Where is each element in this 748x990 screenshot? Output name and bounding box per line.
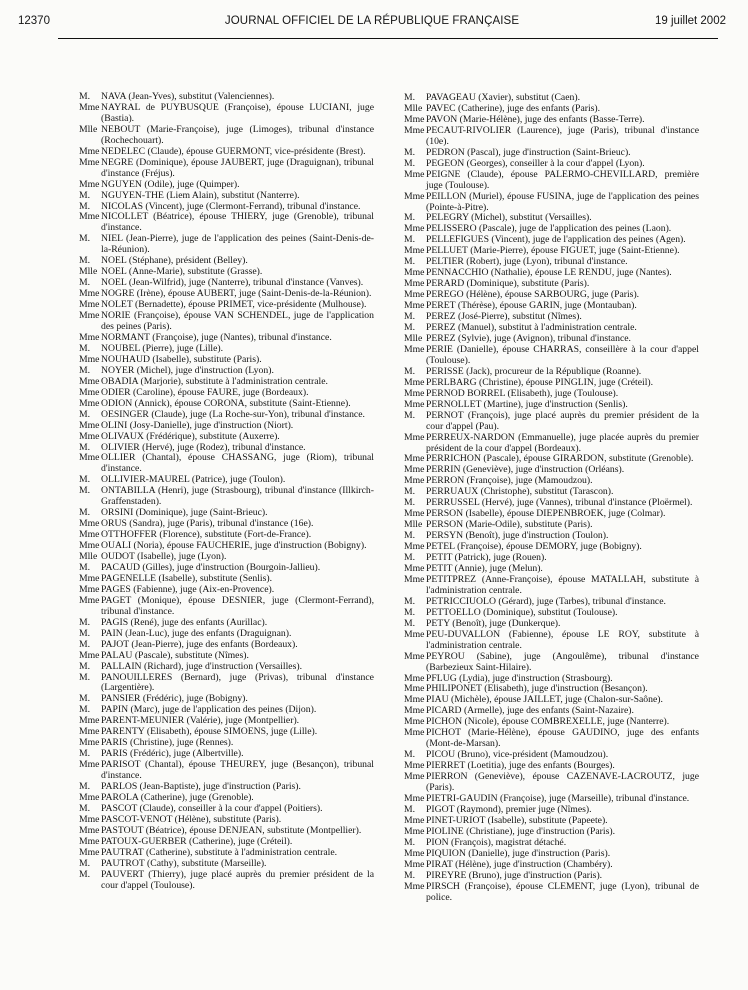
appointment-text: PARLOS (Jean-Baptiste), juge d'instruction (Paris). bbox=[101, 781, 301, 793]
civility-title: Mlle bbox=[404, 519, 423, 531]
civility-title: M. bbox=[404, 869, 416, 881]
civility-title: M. bbox=[79, 364, 91, 376]
appointment-text: OLIVIER (Hervé), juge (Rodez), tribunal d'instance. bbox=[101, 441, 306, 453]
appointment-text: NAVA (Jean-Yves), substitut (Valenciennes). bbox=[101, 91, 275, 102]
appointment-text: PERSON (Isabelle), épouse DIEPENBROEK, juge (Colmar). bbox=[426, 508, 666, 520]
appointment-text: PIERRON (Geneviève), épouse CAZENAVE-LACROUTZ, juge (Paris). bbox=[426, 771, 699, 794]
civility-title: M. bbox=[404, 256, 416, 268]
civility-title: M. bbox=[79, 277, 91, 289]
appointment-text: PAROLA (Catherine), juge (Grenoble). bbox=[101, 792, 254, 803]
civility-title: Mme bbox=[404, 541, 425, 553]
appointment-text: PAUVERT (Thierry), juge placé auprès du premier président de la cour d'appel (Toulouse). bbox=[101, 868, 374, 891]
civility-title: Mme bbox=[79, 452, 100, 464]
appointment-text: ONTABILLA (Henri), juge (Strasbourg), tribunal d'instance (Illkirch-Graffenstaden). bbox=[101, 485, 374, 508]
civility-title: M. bbox=[404, 486, 416, 498]
appointment-text: PEREZ (José-Pierre), substitut (Nîmes). bbox=[426, 311, 582, 323]
appointment-text: PETIT (Patrick), juge (Rouen). bbox=[426, 552, 547, 564]
appointment-text: PICARD (Armelle), juge des enfants (Saint-Nazaire). bbox=[426, 705, 634, 717]
civility-title: Mme bbox=[79, 299, 100, 311]
civility-title: M. bbox=[79, 200, 91, 212]
civility-title: Mme bbox=[79, 288, 100, 300]
civility-title: Mme bbox=[404, 880, 425, 892]
civility-title: Mlle bbox=[79, 123, 98, 135]
civility-title: Mme bbox=[79, 824, 100, 836]
list-item bbox=[404, 575, 699, 597]
civility-title: Mme bbox=[404, 343, 425, 355]
appointment-text: PAGENELLE (Isabelle), substitute (Senlis). bbox=[101, 572, 273, 584]
civility-title: Mme bbox=[404, 727, 425, 739]
appointment-text: PELEGRY (Michel), substitut (Versailles). bbox=[426, 212, 592, 224]
list-item bbox=[404, 882, 699, 904]
appointment-text: NOEL (Anne-Marie), substitute (Grasse). bbox=[101, 266, 263, 278]
civility-title: Mme bbox=[404, 573, 425, 585]
civility-title: Mme bbox=[79, 759, 100, 771]
civility-title: Mlle bbox=[79, 551, 98, 563]
journal-title: JOURNAL OFFICIEL DE LA RÉPUBLIQUE FRANÇAISE bbox=[224, 15, 520, 27]
civility-title: Mme bbox=[79, 649, 100, 661]
appointment-text: PERRUAUX (Christophe), substitut (Tarascon). bbox=[426, 486, 614, 498]
civility-title: M. bbox=[79, 91, 91, 102]
civility-title: M. bbox=[79, 627, 91, 639]
civility-title: Mme bbox=[404, 453, 425, 465]
civility-title: Mme bbox=[404, 190, 425, 202]
appointment-text: PAVAGEAU (Xavier), substitut (Caen). bbox=[426, 92, 581, 103]
civility-title: Mme bbox=[79, 430, 100, 442]
civility-title: M. bbox=[404, 212, 416, 224]
appointment-text: ODIER (Caroline), épouse FAURE, juge (Bordeaux). bbox=[101, 386, 309, 398]
appointment-text: PEDRON (Pascal), juge d'instruction (Saint-Brieuc). bbox=[426, 146, 631, 158]
list-item bbox=[404, 433, 699, 455]
list-item bbox=[79, 212, 374, 234]
civility-title: M. bbox=[404, 803, 416, 815]
appointment-text: NGUYEN-THE (Liem Alain), substitut (Nanterre). bbox=[101, 189, 300, 201]
publication-date: 19 juillet 2002 bbox=[655, 15, 726, 27]
appointment-text: PEREZ (Sylvie), juge (Avignon), tribunal d'instance. bbox=[426, 332, 631, 344]
appointment-text: PERRIN (Geneviève), juge d'instruction (Orléans). bbox=[426, 464, 625, 476]
page-number: 12370 bbox=[18, 15, 50, 27]
civility-title: Mme bbox=[404, 113, 425, 125]
appointment-text: PASTOUT (Béatrice), épouse DENJEAN, substitute (Montpellier). bbox=[101, 824, 362, 836]
civility-title: Mme bbox=[404, 650, 425, 662]
appointment-text: PETEL (Françoise), épouse DEMORY, juge (Bobigny). bbox=[426, 541, 642, 553]
civility-title: M. bbox=[79, 748, 91, 760]
civility-title: Mlle bbox=[79, 266, 98, 278]
list-item bbox=[404, 126, 699, 148]
appointment-text: PETTOELLO (Dominique), substitut (Toulouse). bbox=[426, 606, 618, 618]
civility-title: Mme bbox=[404, 398, 425, 410]
civility-title: Mme bbox=[404, 760, 425, 772]
appointment-text: NICOLAS (Vincent), juge (Clermont-Ferrand), tribunal d'instance. bbox=[101, 200, 361, 212]
appointment-text: PETITPREZ (Anne-Françoise), épouse MATALLAH, substitute à l'administration centrale. bbox=[426, 573, 699, 596]
appointment-text: NGUYEN (Odile), juge (Quimper). bbox=[101, 178, 240, 190]
appointment-text: PIETRI-GAUDIN (Françoise), juge (Marseille), tribunal d'instance. bbox=[426, 793, 690, 804]
appointment-text: PEREGO (Hélène), épouse SARBOURG, juge (Paris). bbox=[426, 289, 640, 301]
civility-title: Mme bbox=[404, 475, 425, 487]
civility-title: M. bbox=[79, 507, 91, 519]
civility-title: M. bbox=[79, 857, 91, 869]
civility-title: Mme bbox=[404, 628, 425, 640]
appointment-text: PHILIPONET (Elisabeth), juge d'instruction (Besançon). bbox=[426, 683, 648, 695]
civility-title: M. bbox=[79, 342, 91, 354]
civility-title: Mme bbox=[79, 846, 100, 858]
appointment-text: ORSINI (Dominique), juge (Saint-Brieuc). bbox=[101, 507, 268, 519]
appointment-text: NEDELEC (Claude), épouse GUERMONT, vice-présidente (Brest). bbox=[101, 145, 366, 157]
list-item bbox=[404, 728, 699, 750]
civility-title: M. bbox=[404, 749, 416, 761]
appointment-text: NEBOUT (Marie-Françoise), juge (Limoges), tribunal d'instance (Rochechouart). bbox=[101, 123, 374, 146]
appointment-text: NAYRAL de PUYBUSQUE (Françoise), épouse LUCIANI, juge (Bastia). bbox=[101, 101, 374, 124]
civility-title: M. bbox=[79, 868, 91, 880]
list-item bbox=[404, 170, 699, 192]
civility-title: Mme bbox=[404, 431, 425, 443]
civility-title: Mme bbox=[404, 771, 425, 783]
appointment-text: PERNOLLET (Martine), juge d'instruction (Senlis). bbox=[426, 398, 628, 410]
appointment-text: PETRICCIUOLO (Gérard), juge (Tarbes), tribunal d'instance. bbox=[426, 595, 666, 607]
appointment-text: PIRSCH (Françoise), épouse CLEMENT, juge (Lyon), tribunal de police. bbox=[426, 880, 699, 903]
civility-title: Mme bbox=[79, 813, 100, 825]
civility-title: Mme bbox=[79, 529, 100, 541]
list-item bbox=[79, 234, 374, 256]
appointment-text: PALAU (Pascale), substitute (Nîmes). bbox=[101, 649, 249, 661]
appointment-text: PERRUSSEL (Hervé), juge (Vannes), tribunal d'instance (Ploërmel). bbox=[426, 497, 693, 509]
appointment-text: OLLIER (Chantal), épouse CHASSANG, juge (Riom), tribunal d'instance. bbox=[101, 452, 374, 475]
civility-title: M. bbox=[79, 616, 91, 628]
appointment-text: PELTIER (Robert), juge (Lyon), tribunal d'instance. bbox=[426, 256, 628, 268]
civility-title: M. bbox=[404, 606, 416, 618]
civility-title: M. bbox=[404, 92, 416, 103]
civility-title: M. bbox=[404, 157, 416, 169]
appointment-text: PETY (Benoît), juge (Dunkerque). bbox=[426, 617, 561, 629]
appointment-text: PERISSE (Jack), procureur de la République (Roanne). bbox=[426, 365, 642, 377]
appointment-text: PASCOT (Claude), conseiller à la cour d'appel (Poitiers). bbox=[101, 802, 323, 814]
appointment-text: PERLBARG (Christine), épouse PINGLIN, juge (Créteil). bbox=[426, 376, 654, 388]
appointment-text: PAGES (Fabienne), juge (Aix-en-Provence). bbox=[101, 583, 275, 595]
list-item bbox=[79, 870, 374, 892]
right-column bbox=[404, 93, 699, 904]
civility-title: Mme bbox=[79, 375, 100, 387]
list-item bbox=[404, 192, 699, 214]
civility-title: Mme bbox=[79, 737, 100, 749]
civility-title: M. bbox=[79, 408, 91, 420]
civility-title: Mme bbox=[404, 858, 425, 870]
appointment-text: PAGIS (René), juge des enfants (Aurillac). bbox=[101, 616, 268, 628]
civility-title: Mme bbox=[79, 310, 100, 322]
list-item bbox=[79, 673, 374, 695]
appointment-text: PIQUION (Danielle), juge d'instruction (Paris). bbox=[426, 847, 611, 859]
civility-title: Mme bbox=[404, 672, 425, 684]
appointment-text: PAVON (Marie-Hélène), juge des enfants (Basse-Terre). bbox=[426, 113, 645, 125]
appointment-text: PARENTY (Elisabeth), épouse SIMOENS, juge (Lille). bbox=[101, 726, 318, 738]
list-item bbox=[79, 158, 374, 180]
civility-title: Mme bbox=[404, 464, 425, 476]
appointment-text: PARISOT (Chantal), épouse THEUREY, juge (Besançon), tribunal d'instance. bbox=[101, 759, 374, 782]
civility-title: M. bbox=[79, 693, 91, 705]
appointment-text: PIAU (Michèle), épouse JAILLET, juge (Chalon-sur-Saône). bbox=[426, 694, 663, 706]
appointment-text: PAVEC (Catherine), juge des enfants (Paris). bbox=[426, 102, 601, 114]
appointment-text: NOYER (Michel), juge d'instruction (Lyon). bbox=[101, 364, 274, 376]
appointment-text: OLINI (Josy-Danielle), juge d'instruction (Niort). bbox=[101, 419, 294, 431]
list-item bbox=[404, 411, 699, 433]
civility-title: Mme bbox=[404, 508, 425, 520]
appointment-text: NICOLLET (Béatrice), épouse THIERY, juge (Grenoble), tribunal d'instance. bbox=[101, 211, 374, 234]
civility-title: M. bbox=[404, 146, 416, 158]
appointment-text: PICOU (Bruno), vice-président (Mamoudzou). bbox=[426, 749, 609, 761]
civility-title: M. bbox=[79, 474, 91, 486]
appointment-text: PERNOD BORREL (Elisabeth), juge (Toulouse). bbox=[426, 387, 619, 399]
appointment-text: PERSYN (Benoît), juge d'instruction (Toulon). bbox=[426, 530, 609, 542]
civility-title: Mme bbox=[404, 683, 425, 695]
appointment-text: PEYROU (Sabine), juge (Angoulême), tribunal d'instance (Barbezieux Saint-Hilaire). bbox=[426, 650, 699, 673]
civility-title: M. bbox=[79, 704, 91, 716]
appointment-text: PALLAIN (Richard), juge d'instruction (Versailles). bbox=[101, 660, 303, 672]
list-item bbox=[79, 311, 374, 333]
civility-title: M. bbox=[79, 781, 91, 793]
appointment-text: PFLUG (Lydia), juge d'instruction (Strasbourg). bbox=[426, 672, 613, 684]
appointment-text: PANOUILLERES (Bernard), juge (Privas), tribunal d'instance (Largentière). bbox=[101, 671, 374, 694]
civility-title: M. bbox=[404, 311, 416, 323]
civility-title: Mme bbox=[404, 716, 425, 728]
left-column bbox=[79, 92, 374, 892]
appointment-text: PEGEON (Georges), conseiller à la cour d'appel (Lyon). bbox=[426, 157, 645, 169]
civility-title: Mme bbox=[79, 211, 100, 223]
civility-title: Mme bbox=[79, 726, 100, 738]
appointment-text: PARENT-MEUNIER (Valérie), juge (Montpellier). bbox=[101, 715, 300, 727]
civility-title: Mme bbox=[404, 223, 425, 235]
appointment-text: PEU-DUVALLON (Fabienne), épouse LE ROY, substitute à l'administration centrale. bbox=[426, 628, 699, 651]
appointment-text: NOUBEL (Pierre), juge (Lille). bbox=[101, 342, 224, 354]
civility-title: Mme bbox=[404, 705, 425, 717]
civility-title: Mme bbox=[404, 387, 425, 399]
appointment-text: ODION (Annick), épouse CORONA, substitute (Saint-Etienne). bbox=[101, 397, 351, 409]
appointment-text: PASCOT-VENOT (Hélène), substitute (Paris). bbox=[101, 813, 282, 825]
appointment-text: PICHON (Nicole), épouse COMBREXELLE, juge (Nanterre). bbox=[426, 716, 670, 728]
civility-title: Mme bbox=[404, 814, 425, 826]
civility-title: Mme bbox=[79, 156, 100, 168]
civility-title: Mme bbox=[404, 793, 425, 804]
appointment-text: PAUTRAT (Catherine), substitute à l'administration centrale. bbox=[101, 846, 338, 858]
appointment-text: PEIGNE (Claude), épouse PALERMO-CHEVILLARD, première juge (Toulouse). bbox=[426, 168, 699, 191]
appointment-text: PINET-URIOT (Isabelle), substitute (Papeete). bbox=[426, 814, 608, 826]
civility-title: Mme bbox=[404, 300, 425, 312]
civility-title: M. bbox=[79, 638, 91, 650]
civility-title: M. bbox=[404, 552, 416, 564]
civility-title: M. bbox=[404, 595, 416, 607]
civility-title: Mme bbox=[79, 518, 100, 530]
civility-title: Mme bbox=[79, 101, 100, 113]
appointment-text: PANSIER (Frédéric), juge (Bobigny). bbox=[101, 693, 248, 705]
appointment-text: PIERRET (Loetitia), juge des enfants (Bourges). bbox=[426, 760, 615, 772]
appointment-text: NORMANT (Françoise), juge (Nantes), tribunal d'instance. bbox=[101, 331, 332, 343]
list-item bbox=[79, 125, 374, 147]
civility-title: M. bbox=[79, 561, 91, 573]
appointment-text: PEILLON (Muriel), épouse FUSINA, juge de l'application des peines (Pointe-à-Pitre). bbox=[426, 190, 699, 213]
list-item bbox=[404, 345, 699, 367]
page-header bbox=[18, 14, 726, 34]
appointment-text: PIREYRE (Bruno), juge d'instruction (Paris). bbox=[426, 869, 603, 881]
appointment-text: PERRICHON (Pascale), épouse GIRARDON, substitute (Grenoble). bbox=[426, 453, 694, 465]
appointment-text: PIRAT (Hélène), juge d'instruction (Chambéry). bbox=[426, 858, 613, 870]
civility-title: Mme bbox=[404, 278, 425, 290]
appointment-text: NOLET (Bernadette), épouse PRIMET, vice-présidente (Mulhouse). bbox=[101, 299, 367, 311]
civility-title: Mlle bbox=[404, 332, 423, 344]
list-item bbox=[79, 453, 374, 475]
appointment-text: NOEL (Stéphane), président (Belley). bbox=[101, 255, 248, 267]
list-item bbox=[79, 760, 374, 782]
civility-title: M. bbox=[79, 255, 91, 267]
civility-title: Mlle bbox=[404, 102, 423, 114]
appointment-text: PERNOT (François), juge placé auprès du premier président de la cour d'appel (Pau). bbox=[426, 409, 699, 432]
civility-title: Mme bbox=[79, 572, 100, 584]
appointment-text: PELLEFIGUES (Vincent), juge de l'application des peines (Agen). bbox=[426, 234, 686, 246]
civility-title: Mme bbox=[404, 267, 425, 279]
civility-title: Mme bbox=[79, 331, 100, 343]
civility-title: M. bbox=[79, 233, 91, 245]
appointment-text: OUDOT (Isabelle), juge (Lyon). bbox=[101, 551, 227, 563]
list-item bbox=[404, 630, 699, 652]
appointment-text: OBADIA (Marjorie), substitute à l'administration centrale. bbox=[101, 375, 328, 387]
list-item bbox=[79, 596, 374, 618]
appointment-text: PAPIN (Marc), juge de l'application des peines (Dijon). bbox=[101, 704, 317, 716]
appointment-text: PAUTROT (Cathy), substitute (Marseille). bbox=[101, 857, 267, 869]
appointment-text: PICHOT (Marie-Hélène), épouse GAUDINO, juge des enfants (Mont-de-Marsan). bbox=[426, 727, 699, 750]
civility-title: M. bbox=[79, 660, 91, 672]
appointment-text: PAGET (Monique), épouse DESNIER, juge (Clermont-Ferrand), tribunal d'instance. bbox=[101, 594, 374, 617]
appointment-text: PARIS (Frédéric), juge (Albertville). bbox=[101, 748, 244, 760]
civility-title: M. bbox=[404, 322, 416, 334]
appointment-text: PACAUD (Gilles), juge d'instruction (Bourgoin-Jallieu). bbox=[101, 561, 321, 573]
civility-title: M. bbox=[404, 497, 416, 509]
civility-title: Mme bbox=[79, 835, 100, 847]
civility-title: M. bbox=[404, 617, 416, 629]
appointment-text: OTTHOFFER (Florence), substitute (Fort-de-France). bbox=[101, 529, 312, 541]
appointment-text: PELISSERO (Pascale), juge de l'application des peines (Laon). bbox=[426, 223, 672, 235]
civility-title: Mme bbox=[404, 289, 425, 301]
appointment-text: OLLIVIER-MAUREL (Patrice), juge (Toulon). bbox=[101, 474, 286, 486]
list-item bbox=[79, 103, 374, 125]
civility-title: Mme bbox=[79, 397, 100, 409]
civility-title: Mme bbox=[404, 825, 425, 837]
appointment-text: PERRON (Françoise), juge (Mamoudzou). bbox=[426, 475, 593, 487]
civility-title: M. bbox=[404, 365, 416, 377]
appointment-text: PERSON (Marie-Odile), substitute (Paris). bbox=[426, 519, 593, 531]
civility-title: M. bbox=[79, 189, 91, 201]
appointment-text: PERET (Thérèse), épouse GARIN, juge (Montauban). bbox=[426, 300, 637, 312]
appointment-text: PAIN (Jean-Luc), juge des enfants (Draguignan). bbox=[101, 627, 292, 639]
civility-title: Mme bbox=[79, 594, 100, 606]
civility-title: Mme bbox=[79, 419, 100, 431]
appointment-text: PIOLINE (Christiane), juge d'instruction (Paris). bbox=[426, 825, 616, 837]
civility-title: M. bbox=[79, 441, 91, 453]
appointment-text: NOUHAUD (Isabelle), substitute (Paris). bbox=[101, 353, 262, 365]
civility-title: Mme bbox=[404, 376, 425, 388]
appointment-text: PERARD (Dominique), substitute (Paris). bbox=[426, 278, 590, 290]
civility-title: M. bbox=[404, 234, 416, 246]
appointment-text: PEREZ (Manuel), substitut à l'administration centrale. bbox=[426, 322, 637, 334]
civility-title: Mme bbox=[404, 245, 425, 257]
civility-title: Mme bbox=[79, 715, 100, 727]
civility-title: Mme bbox=[404, 562, 425, 574]
appointment-text: OESINGER (Claude), juge (La Roche-sur-Yon), tribunal d'instance. bbox=[101, 408, 365, 420]
appointment-text: PELLUET (Marie-Pierre), épouse FIGUET, juge (Saint-Etienne). bbox=[426, 245, 680, 257]
appointment-text: PERREUX-NARDON (Emmanuelle), juge placée auprès du premier président de la cour d'appel (Bordeaux). bbox=[426, 431, 699, 454]
civility-title: M. bbox=[79, 485, 91, 497]
appointment-text: PETIT (Annie), juge (Melun). bbox=[426, 562, 543, 574]
civility-title: Mme bbox=[404, 124, 425, 136]
appointment-text: OUALI (Noria), épouse FAUCHERIE, juge d'instruction (Bobigny). bbox=[101, 540, 367, 552]
list-item bbox=[404, 772, 699, 794]
appointment-text: PIGOT (Raymond), premier juge (Nîmes). bbox=[426, 803, 592, 815]
appointment-text: PERIE (Danielle), épouse CHARRAS, conseillère à la cour d'appel (Toulouse). bbox=[426, 343, 699, 366]
list-item bbox=[79, 486, 374, 508]
civility-title: Mme bbox=[79, 145, 100, 157]
appointment-text: PECAUT-RIVOLIER (Laurence), juge (Paris), tribunal d'instance (10e). bbox=[426, 124, 699, 147]
civility-title: M. bbox=[404, 530, 416, 542]
appointment-text: ORUS (Sandra), juge (Paris), tribunal d'instance (16e). bbox=[101, 518, 314, 530]
civility-title: Mme bbox=[79, 386, 100, 398]
civility-title: Mme bbox=[404, 168, 425, 180]
appointment-text: NOEL (Jean-Wilfrid), juge (Nanterre), tribunal d'instance (Vanves). bbox=[101, 277, 364, 289]
appointment-text: PATOUX-GUERBER (Catherine), juge (Créteil). bbox=[101, 835, 293, 847]
appointment-text: PARIS (Christine), juge (Rennes). bbox=[101, 737, 234, 749]
civility-title: Mme bbox=[79, 540, 100, 552]
civility-title: Mme bbox=[404, 694, 425, 706]
header-rule bbox=[58, 38, 718, 39]
civility-title: Mme bbox=[79, 353, 100, 365]
civility-title: M. bbox=[79, 671, 91, 683]
appointment-text: PION (François), magistrat détaché. bbox=[426, 836, 567, 848]
civility-title: Mme bbox=[404, 847, 425, 859]
appointment-text: PENNACCHIO (Nathalie), épouse LE RENDU, juge (Nantes). bbox=[426, 267, 672, 279]
appointment-text: NORIE (Françoise), épouse VAN SCHENDEL, juge de l'application des peines (Paris). bbox=[101, 310, 374, 333]
civility-title: Mme bbox=[79, 792, 100, 803]
civility-title: M. bbox=[404, 836, 416, 848]
civility-title: Mme bbox=[79, 178, 100, 190]
civility-title: M. bbox=[79, 802, 91, 814]
civility-title: Mme bbox=[79, 583, 100, 595]
list-item bbox=[404, 652, 699, 674]
appointment-text: PAJOT (Jean-Pierre), juge des enfants (Bordeaux). bbox=[101, 638, 298, 650]
appointment-text: NIEL (Jean-Pierre), juge de l'application des peines (Saint-Denis-de-la-Réunion). bbox=[101, 233, 374, 256]
appointment-text: NEGRE (Dominique), épouse JAUBERT, juge (Draguignan), tribunal d'instance (Fréjus). bbox=[101, 156, 374, 179]
civility-title: M. bbox=[404, 409, 416, 421]
appointment-text: OLIVAUX (Frédérique), substitute (Auxerre). bbox=[101, 430, 280, 442]
appointment-text: NOGRE (Irène), épouse AUBERT, juge (Saint-Denis-de-la-Réunion). bbox=[101, 288, 372, 300]
